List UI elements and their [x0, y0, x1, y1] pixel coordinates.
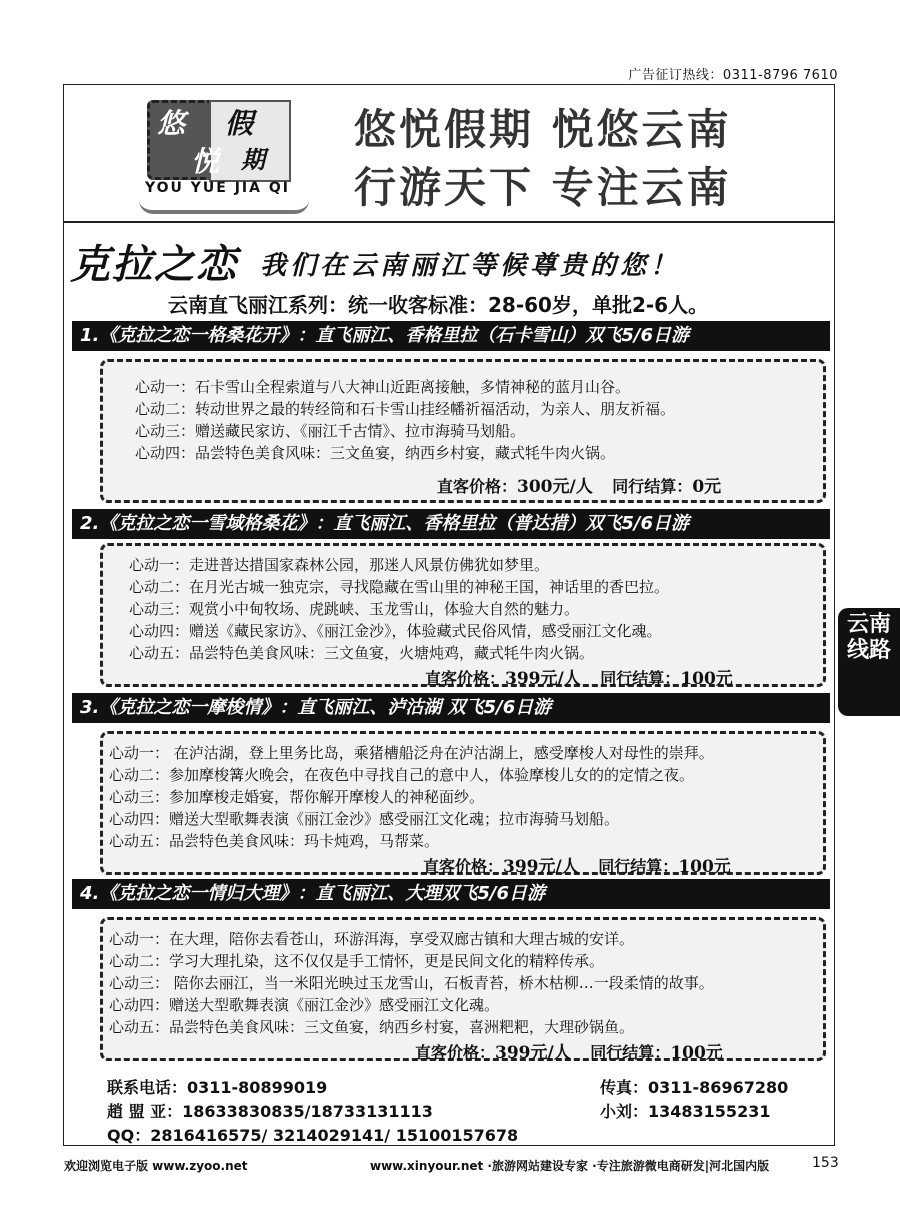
- route-2-line-3: 心动三：观赏小中甸牧场、虎跳峡、玉龙雪山，体验大自然的魅力。: [129, 600, 580, 618]
- route-2-peer-value: 100元: [680, 669, 733, 689]
- slogan-1: 悠悦假期 悦悠云南: [354, 105, 732, 154]
- contact-fax: 传真：0311-86967280: [600, 1078, 789, 1097]
- footer-right: www.xinyour.net ·旅游网站建设专家 ·专注旅游微电商研发|河北国内版: [370, 1159, 770, 1173]
- slogan-2: 行游天下 专注云南: [354, 163, 732, 212]
- route-4-peer-label: 同行结算：: [590, 1043, 671, 1062]
- route-1-peer-value: 0元: [692, 477, 722, 497]
- contact-zhao: 趙 盟 亚：18633830835/18733131113: [107, 1102, 433, 1121]
- route-3-line-5: 心动五：品尝特色美食风味：玛卡炖鸡，马帮菜。: [109, 832, 440, 850]
- route-4-price-value: 399元/人: [495, 1043, 571, 1063]
- route-1-line-3: 心动三：赠送藏民家访、《丽江千古情》、拉市海骑马划船。: [135, 422, 526, 440]
- route-2-line-1: 心动一：走进普达措国家森林公园，那迷人风景仿佛犹如梦里。: [129, 556, 550, 574]
- logo-char-1: 悠: [157, 107, 186, 140]
- logo-char-2: 假: [225, 107, 254, 140]
- route-4-line-3: 心动三： 陪你去丽江，当一米阳光映过玉龙雪山，石板青苔，桥木枯柳…一段柔情的故事。: [109, 974, 714, 992]
- route-1-price-value: 300元/人: [517, 477, 593, 497]
- route-3-line-4: 心动四：赠送大型歌舞表演《丽江金沙》感受丽江文化魂；拉市海骑马划船。: [109, 810, 620, 828]
- route-4-line-1: 心动一：在大理，陪你去看苍山，环游洱海，享受双廊古镇和大理古城的安详。: [109, 930, 635, 948]
- header: [64, 85, 834, 223]
- route-3-line-3: 心动三：参加摩梭走婚宴，帮你解开摩梭人的神秘面纱。: [109, 788, 485, 806]
- route-3-title: 3.《克拉之恋一摩梭情》：直飞丽江、泸沽湖 双飞5/6日游: [72, 693, 830, 723]
- contact-qq: QQ：2816416575/ 3214029141/ 15100157678: [107, 1126, 519, 1145]
- route-3-box: [100, 731, 826, 875]
- route-3-price-label: 直客价格：: [423, 857, 504, 876]
- route-4-line-2: 心动二：学习大理扎染，这不仅仅是手工情怀，更是民间文化的精粹传承。: [109, 952, 605, 970]
- contact-liu: 小刘：13483155231: [600, 1102, 771, 1121]
- brand-logo: [139, 96, 309, 214]
- route-1-line-4: 心动四：品尝特色美食风味：三文鱼宴，纳西乡村宴，藏式牦牛肉火锅。: [135, 444, 616, 462]
- route-3-peer-label: 同行结算：: [598, 857, 679, 876]
- route-3-peer-value: 100元: [678, 857, 731, 877]
- route-1-line-2: 心动二：转动世界之最的转经筒和石卡雪山挂经幡祈福活动，为亲人、朋友祈福。: [135, 400, 676, 418]
- route-4-line-5: 心动五：品尝特色美食风味：三文鱼宴，纳西乡村宴，喜洲粑粑，大理砂锅鱼。: [109, 1018, 635, 1036]
- footer-left: 欢迎浏览电子版 www.zyoo.net: [64, 1159, 248, 1173]
- route-1-line-1: 心动一：石卡雪山全程索道与八大神山近距离接触，多情神秘的蓝月山谷。: [135, 378, 631, 396]
- route-2-title: 2.《克拉之恋一雪域格桑花》：直飞丽江、香格里拉（普达措）双飞5/6日游: [72, 509, 830, 539]
- route-3-price: [423, 852, 731, 877]
- route-1-title: 1.《克拉之恋一格桑花开》：直飞丽江、香格里拉（石卡雪山）双飞5/6日游: [72, 321, 830, 351]
- contact-phone: 联系电话：0311-80899019: [107, 1078, 328, 1097]
- route-1-peer-label: 同行结算：: [612, 477, 693, 496]
- route-4-price: [415, 1038, 723, 1063]
- headline-title: 克拉之恋: [70, 242, 238, 288]
- logo-char-4: 期: [241, 145, 265, 174]
- route-1-box: [100, 359, 826, 503]
- route-4-peer-value: 100元: [670, 1043, 723, 1063]
- route-2-line-2: 心动二：在月光古城一独克宗，寻找隐藏在雪山里的神秘王国，神话里的香巴拉。: [129, 578, 670, 596]
- route-4-title: 4.《克拉之恋一情归大理》：直飞丽江、大理双飞5/6日游: [72, 879, 830, 909]
- route-2-price-label: 直客价格：: [425, 669, 506, 688]
- route-2-line-5: 心动五：品尝特色美食风味：三文鱼宴，火塘炖鸡，藏式牦牛肉火锅。: [129, 644, 595, 662]
- route-1-price-label: 直客价格：: [437, 477, 518, 496]
- route-4-box: [100, 917, 826, 1061]
- logo-swoosh: [139, 200, 309, 214]
- page-number: 153: [812, 1155, 839, 1171]
- ad-frame: [63, 84, 835, 1146]
- series-subtitle: 云南直飞丽江系列：统一收客标准：28-60岁，单批2-6人。: [168, 293, 709, 317]
- logo-english: YOU YUE JIA QI: [145, 180, 290, 196]
- route-2-box: [100, 543, 826, 687]
- route-3-line-1: 心动一： 在泸沽湖，登上里务比岛，乘猪槽船泛舟在泸沽湖上，感受摩梭人对母性的崇拜。: [109, 744, 714, 762]
- route-4-line-4: 心动四：赠送大型歌舞表演《丽江金沙》感受丽江文化魂。: [109, 996, 500, 1014]
- route-2-price: [425, 664, 733, 689]
- side-tab-yunnan-routes: 云南线路: [838, 608, 900, 716]
- route-2-line-4: 心动四：赠送《藏民家访》、《丽江金沙》，体验藏式民俗风情，感受丽江文化魂。: [129, 622, 662, 640]
- route-1-price: [437, 472, 721, 497]
- headline-subtitle: 我们在云南丽江等候尊贵的您！: [260, 251, 681, 281]
- route-2-price-value: 399元/人: [505, 669, 581, 689]
- route-2-peer-label: 同行结算：: [600, 669, 681, 688]
- route-4-price-label: 直客价格：: [415, 1043, 496, 1062]
- ad-hotline: 广告征订热线：0311-8796 7610: [628, 68, 838, 83]
- logo-char-3: 悦: [191, 145, 220, 178]
- route-3-line-2: 心动二：参加摩梭篝火晚会，在夜色中寻找自己的意中人，体验摩梭儿女的的定情之夜。: [109, 766, 695, 784]
- route-3-price-value: 399元/人: [503, 857, 579, 877]
